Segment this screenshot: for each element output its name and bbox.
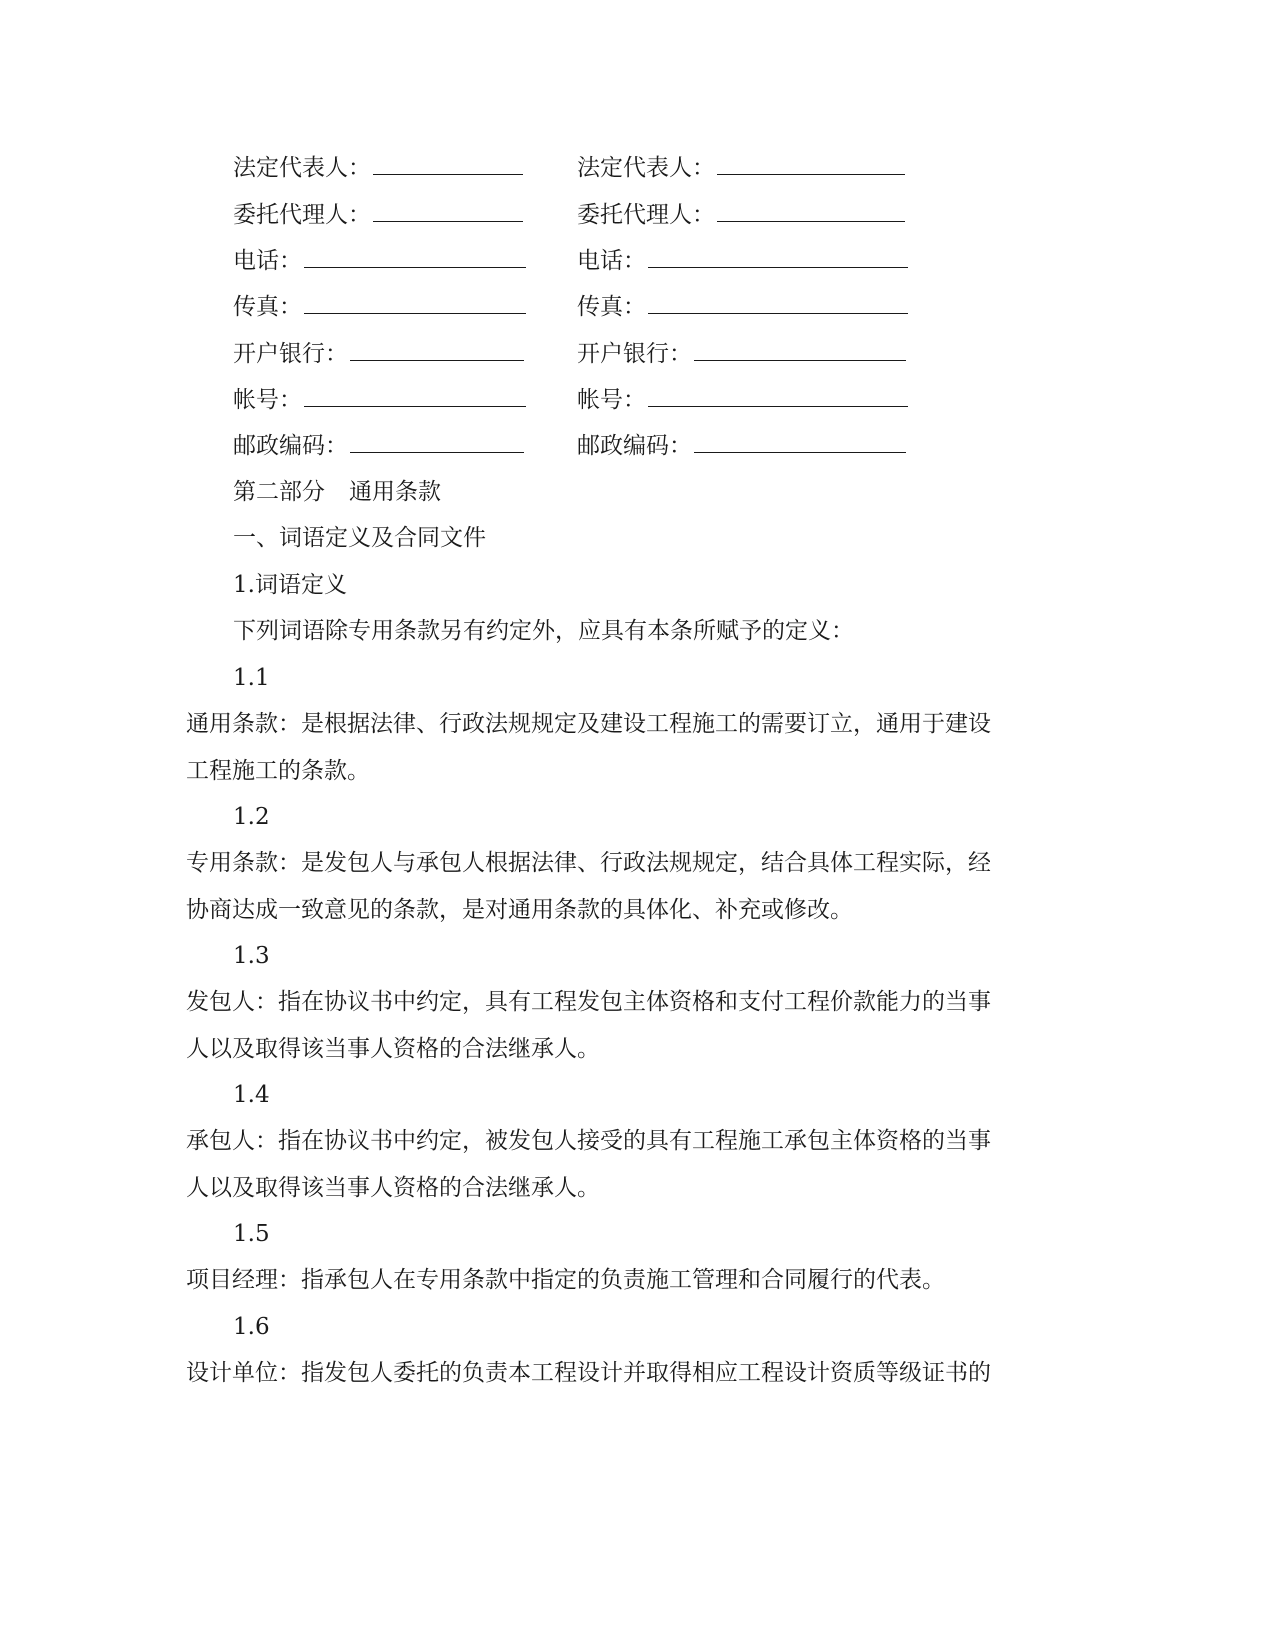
section-title: 一、词语定义及合同文件: [233, 525, 486, 551]
field-label: 电话：: [577, 248, 646, 274]
fill-blank: [373, 154, 523, 175]
clause-text-line: 通用条款：是根据法律、行政法规规定及建设工程施工的需要订立，通用于建设: [186, 711, 991, 737]
clause-text-line: 发包人：指在协议书中约定，具有工程发包主体资格和支付工程价款能力的当事: [186, 989, 991, 1015]
subsection-title: 1.词语定义: [233, 572, 347, 598]
clause-text-line: 项目经理：指承包人在专用条款中指定的负责施工管理和合同履行的代表。: [186, 1267, 945, 1293]
clause-number: 1.2: [233, 804, 270, 830]
field-label: 电话：: [233, 248, 302, 274]
clause-text-line: 承包人：指在协议书中约定，被发包人接受的具有工程施工承包主体资格的当事: [186, 1128, 991, 1154]
part-number: 第二部分: [233, 479, 325, 505]
field-label: 委托代理人：: [577, 202, 715, 228]
intro-paragraph: 下列词语除专用条款另有约定外，应具有本条所赋予的定义：: [233, 618, 854, 644]
fill-blank: [717, 201, 905, 222]
clause-text-line: 人以及取得该当事人资格的合法继承人。: [186, 1175, 600, 1201]
right-phone-field: [577, 246, 908, 276]
left-phone-field: [233, 246, 526, 276]
clause-text-line: 设计单位：指发包人委托的负责本工程设计并取得相应工程设计资质等级证书的: [186, 1360, 991, 1386]
fill-blank: [717, 154, 905, 175]
left-legal-rep-field: [233, 153, 523, 183]
part-name: 通用条款: [349, 479, 441, 505]
clause-number: 1.1: [233, 665, 270, 691]
field-label: 开户银行：: [233, 341, 348, 367]
left-bank-field: [233, 339, 524, 369]
left-postcode-field: [233, 431, 524, 461]
left-agent-field: [233, 200, 523, 230]
field-label: 邮政编码：: [233, 433, 348, 459]
clause-text-line: 工程施工的条款。: [186, 758, 370, 784]
clause-text-line: 专用条款：是发包人与承包人根据法律、行政法规规定，结合具体工程实际，经: [186, 850, 991, 876]
fill-blank: [350, 340, 524, 361]
fill-blank: [304, 293, 526, 314]
left-fax-field: [233, 292, 526, 322]
field-label: 传真：: [577, 294, 646, 320]
field-label: 邮政编码：: [577, 433, 692, 459]
field-label: 法定代表人：: [577, 155, 715, 181]
part-title: [233, 477, 441, 507]
clause-text-line: 协商达成一致意见的条款，是对通用条款的具体化、补充或修改。: [186, 897, 853, 923]
clause-number: 1.4: [233, 1082, 270, 1108]
fill-blank: [694, 340, 906, 361]
right-account-field: [577, 385, 908, 415]
clause-number: 1.3: [233, 943, 270, 969]
field-label: 法定代表人：: [233, 155, 371, 181]
right-postcode-field: [577, 431, 906, 461]
field-label: 委托代理人：: [233, 202, 371, 228]
fill-blank: [304, 386, 526, 407]
fill-blank: [648, 293, 908, 314]
left-account-field: [233, 385, 526, 415]
fill-blank: [694, 432, 906, 453]
right-agent-field: [577, 200, 905, 230]
clause-text-line: 人以及取得该当事人资格的合法继承人。: [186, 1036, 600, 1062]
field-label: 传真：: [233, 294, 302, 320]
clause-number: 1.6: [233, 1314, 270, 1340]
fill-blank: [648, 247, 908, 268]
fill-blank: [648, 386, 908, 407]
field-label: 开户银行：: [577, 341, 692, 367]
right-bank-field: [577, 339, 906, 369]
clause-number: 1.5: [233, 1221, 270, 1247]
fill-blank: [373, 201, 523, 222]
field-label: 帐号：: [233, 387, 302, 413]
fill-blank: [304, 247, 526, 268]
right-fax-field: [577, 292, 908, 322]
field-label: 帐号：: [577, 387, 646, 413]
fill-blank: [350, 432, 524, 453]
right-legal-rep-field: [577, 153, 905, 183]
